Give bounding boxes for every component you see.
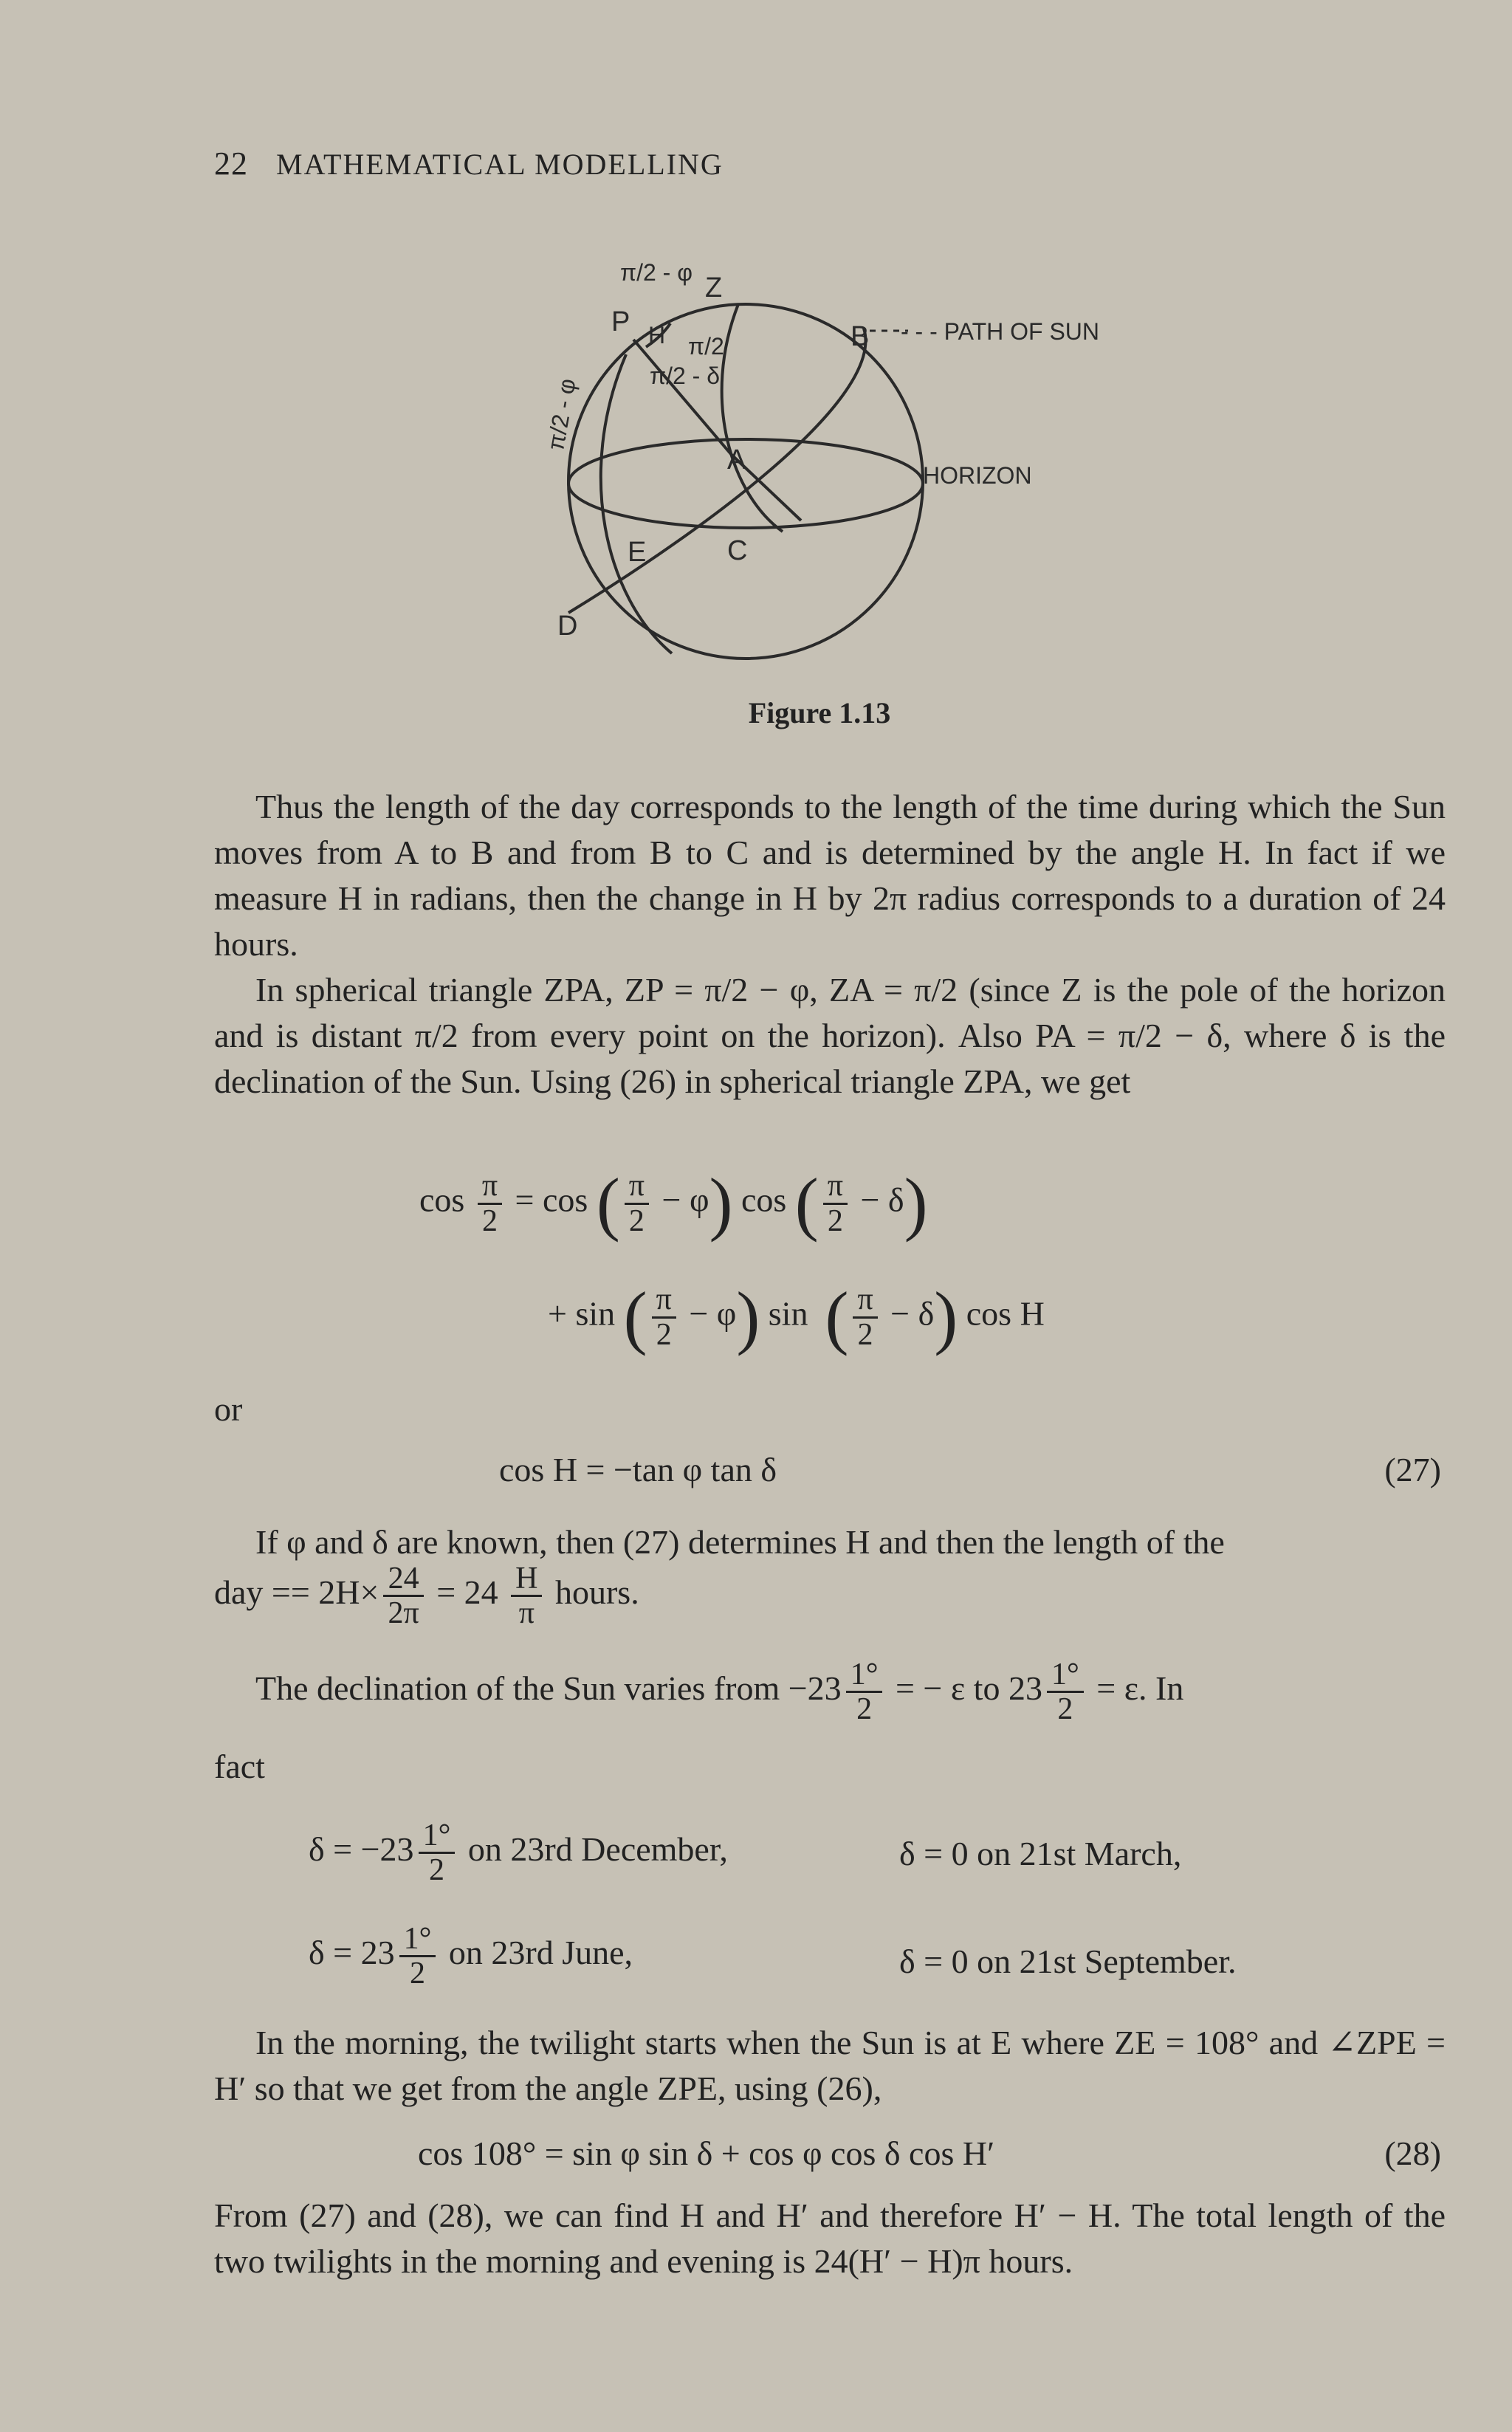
label-path-of-sun: - - - PATH OF SUN: [901, 318, 1100, 345]
paragraph-3: [214, 1519, 1446, 1565]
frac-pi-2: $\frac{\pi}{2}$: [478, 1169, 502, 1237]
decl-row-2-right: δ = 0 on 21st September.: [899, 1942, 1237, 1980]
eq-equals-cos: = cos: [515, 1181, 588, 1219]
fact-text: fact: [214, 1748, 265, 1785]
eq-cos-h: cos H: [966, 1294, 1045, 1333]
running-header: [214, 145, 724, 182]
equation-27-number: (27): [1384, 1451, 1441, 1488]
meridian-curve-p: [601, 354, 672, 653]
label-b: B: [850, 321, 870, 352]
equation-28-number: (28): [1384, 2134, 1441, 2172]
label-c: C: [727, 535, 748, 566]
equation-27: cos H = −tan φ tan δ: [499, 1451, 777, 1488]
eq-cos-2: cos: [740, 1181, 787, 1219]
meridian-curve-z: [722, 304, 783, 532]
eq-cos: cos: [419, 1181, 465, 1219]
label-p: P: [611, 306, 630, 337]
page-number: 22: [214, 145, 248, 182]
paragraph-6: [214, 2193, 1446, 2284]
decl-row-1-left: δ = −23 $\frac{1^\circ}{2}$ on 23rd December,: [309, 1818, 728, 1888]
label-pi2-minus-delta: π/2 - δ: [650, 363, 721, 389]
label-pi2: π/2: [688, 333, 724, 360]
day-length-formula: day == 2H× $\frac{24}{2\pi}$ = 24 $\frac{H}{\pi}$ hours.: [214, 1562, 639, 1631]
label-horizon: HORIZON: [923, 462, 1032, 489]
paragraph-6-text: From (27) and (28), we can find H and H′ and therefore H′ − H. The total length of the two twilights in the morning and evening is 24(H′ − H)π hours.: [214, 2196, 1446, 2280]
label-pi2-minus-phi-side: π/2 - φ: [542, 376, 581, 453]
eq-sin: sin: [768, 1294, 808, 1333]
eq-minus-delta: − δ: [860, 1181, 904, 1219]
paragraph-5: [214, 2020, 1446, 2112]
declination-range: The declination of the Sun varies from −23 $\frac{1^\circ}{2}$ = − ε to 23 $\frac{1^\circ}{2}$ = ε. In: [255, 1658, 1184, 1727]
decl-row-1-right: δ = 0 on 21st March,: [899, 1835, 1182, 1872]
celestial-sphere-circle: [568, 304, 923, 659]
equation-line-1: cos $\frac{\pi}{2}$ = cos ( $\frac{\pi}{2}$ − φ) cos ( $\frac{\pi}{2}$ − δ): [419, 1164, 928, 1243]
equation-28: cos 108° = sin φ sin δ + cos φ cos δ cos H′: [418, 2134, 995, 2172]
label-a: A: [727, 444, 746, 475]
paragraph-1-text: Thus the length of the day corresponds to the length of the time during which the Sun moves from A to B and from B to C and is determined by the angle H. In fact if we measure H in radians, then the change in H by 2π radius corresponds to a duration of 24 hours.: [214, 788, 1446, 963]
figure-1-13: [517, 251, 1181, 709]
paragraph-2: [214, 967, 1446, 1105]
celestial-sphere-diagram: [517, 251, 1181, 709]
paragraph-1: [214, 784, 1446, 967]
paragraph-5-text: In the morning, the twilight starts when the Sun is at E where ZE = 108° and ∠ZPE = H′ so that we get from the angle ZPE, using (26),: [214, 2024, 1446, 2107]
label-h: H: [648, 322, 666, 348]
label-pi2-minus-phi: π/2 - φ: [620, 259, 693, 286]
or-text: or: [214, 1390, 243, 1428]
label-z: Z: [705, 272, 723, 303]
paragraph-3-text: If φ and δ are known, then (27) determines H and then the length of the: [255, 1523, 1225, 1561]
label-d: D: [557, 611, 578, 642]
decl-row-2-left: δ = 23 $\frac{1^\circ}{2}$ on 23rd June,: [309, 1922, 633, 1991]
running-title: MATHEMATICAL MODELLING: [276, 148, 724, 181]
label-e: E: [628, 537, 647, 568]
paragraph-2-text: In spherical triangle ZPA, ZP = π/2 − φ, ZA = π/2 (since Z is the pole of the horizon and is distant π/2 from every point on the horizon). Also PA = π/2 − δ, where δ is the declination of the Sun. Using (26) in spherical triangle ZPA, we get: [214, 971, 1446, 1100]
eq-minus-phi: − φ: [662, 1181, 709, 1219]
figure-caption: Figure 1.13: [748, 696, 891, 729]
eq-plus-sin: + sin: [548, 1294, 616, 1333]
equation-line-2: + sin ( $\frac{\pi}{2}$ − φ) sin ( $\frac{\pi}{2}$ − δ) cos H: [548, 1277, 1045, 1356]
